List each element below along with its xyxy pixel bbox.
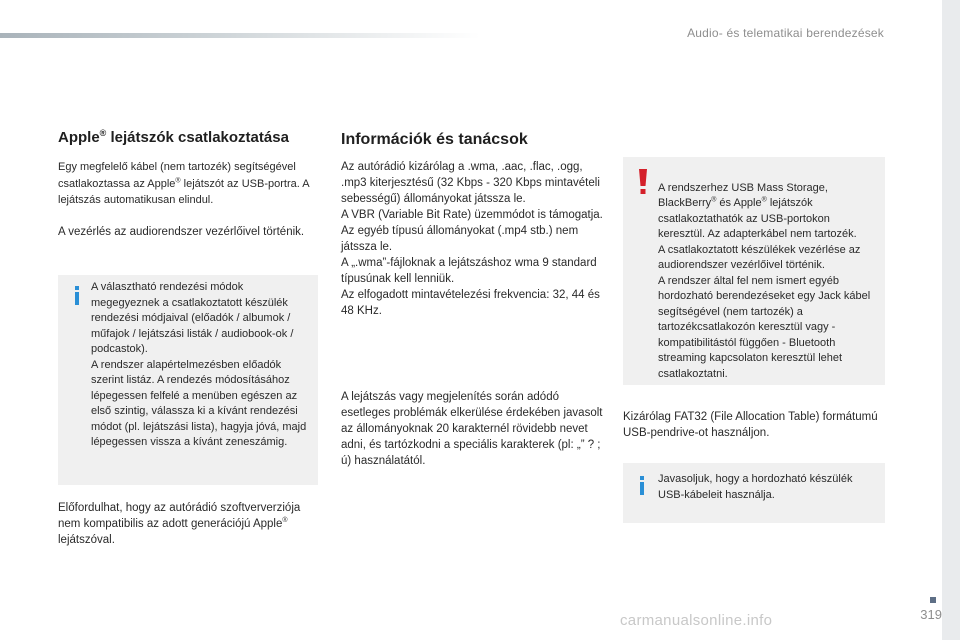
watermark: carmanualsonline.info [620,612,773,629]
apple-intro-text: Egy megfelelő kábel (nem tartozék) segítségével csatlakoztassa az Apple® lejátszót az USB-portra. A lejátszás automatikusan elindul. [58,161,309,206]
apple-info-box [58,275,318,485]
usb-warning-text: A rendszerhez USB Mass Storage, BlackBerry® és Apple® lejátszók csatlakoztathatók az USB-portokon keresztül. Az adapterkábel nem tartozék. A csatlakoztatott készülékek vezérlése az audiorendszer vezérlőivel történik. A rendszer által fel nem ismert egyéb hordozható berendezéseket egy Jack kábel segítségével (nem tartozék) a tartozékcsatlakozón keresztül vagy - kompatibilitástól függően - Bluetooth streaming kapcsolaton keresztül lehet csatlakoztatni. [658,181,871,380]
formats-text: Az autórádió kizárólag a .wma, .aac, .flac, .ogg, .mp3 kiterjesztésű (32 Kbps - 320 Kbps mintavételi sebességű) állományokat játssza le. A VBR (Variable Bit Rate) üzemmódot is támogatja. Az egyéb típusú állományokat (.mp4 stb.) nem játssza le. A „.wma”-fájloknak a lejátszáshoz wma 9 standard típusúnak kell lenniük. Az elfogadott mintavételezési frekvencia: 32, 44 és 48 KHz. [341,161,603,317]
apple-control-text: A vezérlés az audiorendszer vezérlőivel történik. [58,225,305,238]
left-column [58,128,318,240]
fat32-text: Kizárólag FAT32 (File Allocation Table) formátumú USB-pendrive-ot használjon. [623,411,878,439]
usb-tip-box [623,463,885,523]
page-marker [930,597,936,603]
warning-icon [637,169,649,195]
page-edge-strip [942,0,960,640]
info-section-heading: Információk és tanácsok [341,131,528,148]
section-title: Audio- és telematikai berendezések [687,26,884,40]
info-icon [637,476,647,495]
usb-warning-box [623,157,885,385]
header-accent-bar [0,33,480,38]
naming-text: A lejátszás vagy megjelenítés során adódó esetleges problémák elkerülése érdekében javasolt az állományoknak 20 karakternél rövidebb nevet adni, és tartózkodni a speciális karakterek (pl: „” ? ; ú) használatától. [341,391,603,467]
page-number: 319 [920,607,942,622]
apple-section-heading: Apple® lejátszók csatlakoztatása [58,128,289,146]
apple-info-text: A választható rendezési módok megegyeznek a csatlakoztatott készülék rendezési módjaival (előadók / albumok / műfajok / lejátszási listák / audiobook-ok / podcastok). A rendszer alapértelmezésben előadók szerint listáz. A rendezés módosításához lépegessen felfelé a menüben egészen az első szintig, válassza ki a kívánt rendezési módot (pl. lejátszási lista), hagyja jóvá, majd lépegessen vissza a kívánt zeneszámig. [91,281,307,448]
apple-compat-text: Előfordulhat, hogy az autórádió szoftververziója nem kompatibilis az adott generációjú Apple® lejátszóval. [58,502,301,546]
middle-column [341,130,606,319]
usb-tip-text: Javasoljuk, hogy a hordozható készülék USB-kábeleit használja. [658,473,853,501]
info-icon [72,286,82,305]
